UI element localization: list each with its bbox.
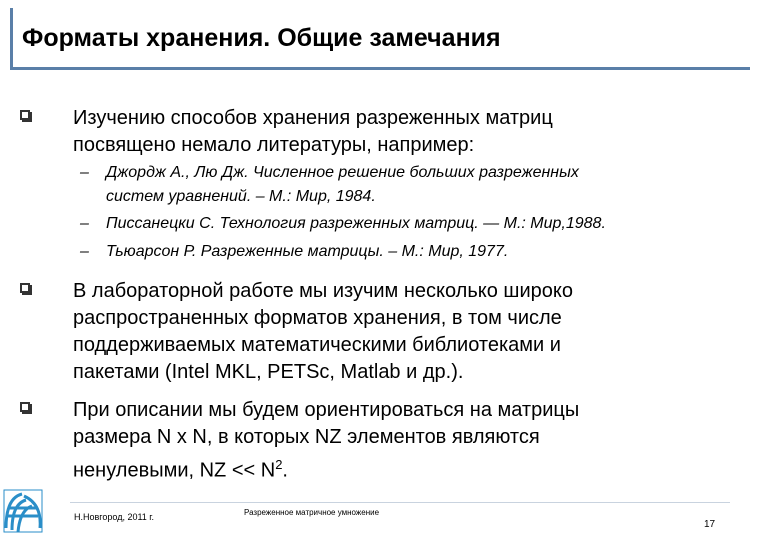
- superscript: 2: [275, 457, 283, 472]
- bullet-3-line-1: При описании мы будем ориентироваться на матрицы: [73, 399, 580, 421]
- bullet-3-line-3: [73, 450, 288, 486]
- reference-3-dash: –: [80, 243, 89, 260]
- bullet-2-line-2: распространенных форматов хранения, в том числе: [73, 307, 562, 329]
- reference-1-line-2: систем уравнений. – М.: Мир, 1984.: [106, 188, 376, 205]
- bullet-3-period: .: [282, 459, 288, 482]
- footer-divider: [70, 502, 730, 503]
- bullet-2-line-1: В лабораторной работе мы изучим несколько широко: [73, 280, 573, 302]
- footer-topic: Разреженное матричное умножение: [244, 508, 380, 517]
- checkbox-bullet-icon: [20, 283, 30, 293]
- checkbox-bullet-icon: [20, 402, 30, 412]
- bullet-3-line-2: размера N x N, в которых NZ элементов являются: [73, 426, 540, 448]
- reference-1-line-1: Джордж А., Лю Дж. Численное решение больших разреженных: [106, 164, 579, 181]
- reference-2-line-1: Писсанецки С. Технология разреженных матриц. — М.: Мир,1988.: [106, 215, 606, 232]
- footer-location-year: Н.Новгород, 2011 г.: [74, 512, 154, 522]
- reference-3-line-1: Тьюарсон Р. Разреженные матрицы. – М.: Мир, 1977.: [106, 243, 509, 260]
- page-number: 17: [704, 519, 716, 530]
- university-logo-icon: [2, 488, 44, 534]
- bullet-1-line-1: Изучению способов хранения разреженных матриц: [73, 107, 553, 129]
- slide-title: Форматы хранения. Общие замечания: [22, 24, 501, 52]
- reference-1-dash: –: [80, 164, 89, 181]
- reference-2-dash: –: [80, 215, 89, 232]
- checkbox-bullet-icon: [20, 110, 30, 120]
- bullet-3-line-3-text: ненулевыми, NZ << N: [73, 459, 276, 482]
- bullet-1-line-2: посвящено немало литературы, например:: [73, 134, 475, 156]
- bullet-2-line-3: поддерживаемых математическими библиотеками и: [73, 334, 561, 356]
- bullet-2-line-4: пакетами (Intel MKL, PETSc, Matlab и др.).: [73, 361, 464, 383]
